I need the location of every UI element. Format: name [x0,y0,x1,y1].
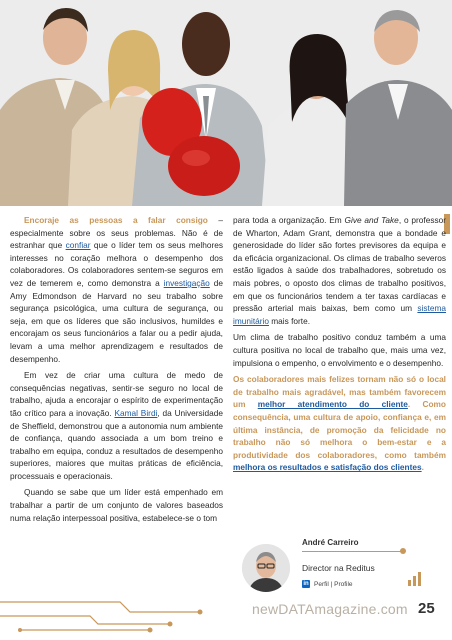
page-number: 25 [418,600,435,617]
hero-photo [0,0,452,206]
text: de Amy Edmondson de Harvard no seu trabalho sobre segurança psicológica, uma cultura de segurança, ou seja, em que os líderes que são inclusivos, humildes e encorajam os seus funcionários a falar ou a pedir ajuda, levam a uma melhor aprendizagem e resultados de desempenho. [10,277,223,364]
paragraph: Quando se sabe que um líder está empenhado em trabalhar a partir de um conjunto de valores baseados numa relação interpessoal positiva, estabelece-se o tom [10,487,223,523]
author-role: Director na Reditus [302,563,375,573]
divider [302,551,402,552]
paragraph [10,369,223,482]
text: . Como consequência, uma cultura de apoio, confiança e, em última instância, de promoção da felicidade no trabalho não só melhora o bem-estar e a produtividade dos colaboradores, como também [233,399,446,460]
link-kamal-birdi[interactable]: Kamal Birdi [114,407,158,418]
circuit-decoration [0,592,240,640]
linkedin-icon[interactable]: in [303,581,309,587]
text: que o líder tem os seus melhores interesses no coração melhora o desempenho dos colaboradores. Os colaboradores sentem-se seguros em vez de temerem e, como demonstra a [10,240,223,288]
author-card [240,534,440,594]
author-photo-icon [242,544,290,592]
paragraph [233,214,446,327]
paragraph: Um clima de trabalho positivo conduz também a uma cultura positiva no local de trabalho que, mais uma vez, impulsiona o empenho, o envolvimento e o desempenho. [233,332,446,368]
link-melhor-atendimento[interactable]: melhor atendimento do cliente [257,399,408,410]
paragraph [10,214,223,365]
divider-dot [400,548,406,554]
article-column-right [233,214,446,478]
text: Os colaboradores mais felizes tornam não só o local de trabalho mais agradável, mas também favorecem um [233,374,446,410]
lead-text: Encoraje as pessoas a falar consigo [24,215,208,225]
text: , o professor de Wharton, Adam Grant, demonstra que a bondade e generosidade do líder são fortes previsores da equipa e da eficácia organizacional. Os climas de trabalho severos estão ligados à saúde dos trabalhadores, sobretudo os mais pobres, o oposto dos climas de trabalho positivos, em que os funcionários tendem a ter taxas cardíacas e pressão arterial mais baixas, bem como um [233,215,446,314]
link-sistema-imunitario[interactable]: sistema imunitário [233,303,446,326]
link-melhora-resultados[interactable]: melhora os resultados e satisfação dos clientes [233,462,422,473]
link-confiar[interactable]: confiar [65,240,91,251]
book-title: Give and Take [344,215,399,225]
link-investigacao[interactable]: investigação [163,277,210,288]
text: para toda a organização. Em [233,215,345,225]
footer-site-name: newDATAmagazine.com [252,601,408,617]
avatar [242,544,290,592]
bar-chart-icon [408,572,422,586]
pull-quote [233,373,446,474]
author-name: André Carreiro [302,538,359,547]
text: Em vez de criar uma cultura de medo de consequências negativas, sentir-se seguro no local de trabalho, ajuda a encorajar o espírito de experimentação tão crítico para a inovação. [10,370,223,418]
text: – especialmente sobre os seus problemas. Não é de estranhar que [10,215,223,251]
author-profile-links[interactable] [302,580,353,588]
business-team-illustration [0,0,452,206]
text: . [421,462,424,473]
profile-link-text[interactable]: Perfil | Profile [314,580,353,588]
text: , da Universidade de Sheffield, demonstrou que a autonomia num ambiente de confiança, quando associada a um bom treino e trabalho em equipa, conduz a resultados de desempenho superiores, maiores que muitas práticas de eficiência, processuais e operacionais. [10,407,223,481]
text: mais forte. [268,315,311,326]
article-column-left [10,214,223,528]
